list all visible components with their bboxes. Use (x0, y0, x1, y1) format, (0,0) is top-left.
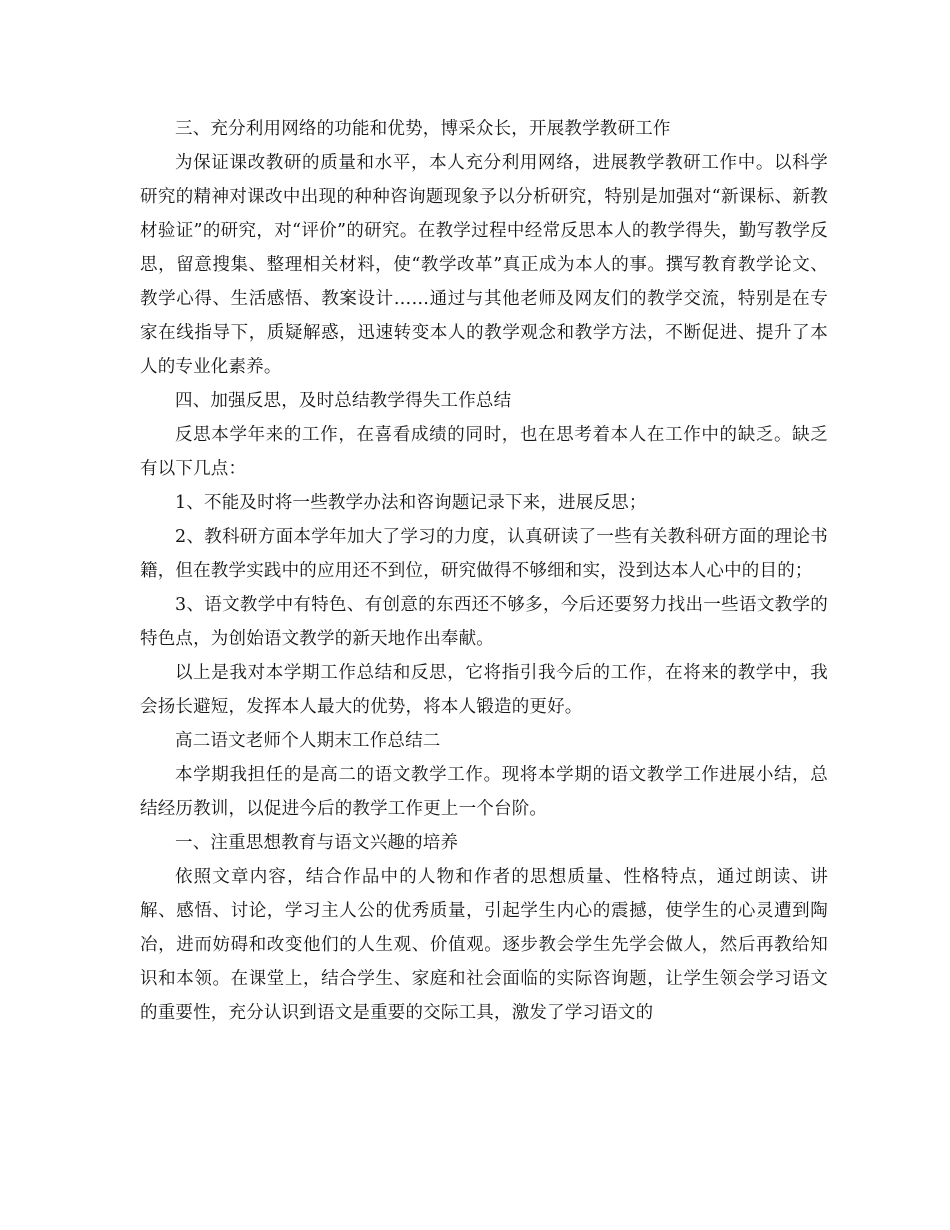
paragraph: 本学期我担任的是高二的语文教学工作。现将本学期的语文教学工作进展小结，总结经历教训，以促进今后的教学工作更上一个台阶。 (140, 765, 828, 819)
paragraph: 以上是我对本学期工作总结和反思，它将指引我今后的工作，在将来的教学中，我会扬长避短，发挥本人最大的优势，将本人锻造的更好。 (140, 663, 828, 717)
article-title-2: 高二语文老师个人期末工作总结二 (175, 731, 441, 751)
paragraph: 反思本学年来的工作，在喜看成绩的同时，也在思考着本人在工作中的缺乏。缺乏有以下几点： (140, 425, 828, 479)
list-item: 3、语文教学中有特色、有创意的东西还不够多，今后还要努力找出一些语文教学的特色点，为创始语文教学的新天地作出奉献。 (140, 595, 828, 649)
section-heading-4: 四、加强反思，及时总结教学得失工作总结 (175, 391, 512, 411)
list-item: 2、教科研方面本学年加大了学习的力度，认真研读了一些有关教科研方面的理论书籍，但在教学实践中的应用还不到位，研究做得不够细和实，没到达本人心中的目的； (140, 527, 828, 581)
list-item: 1、不能及时将一些教学办法和咨询题记录下来，进展反思； (175, 493, 647, 513)
paragraph: 为保证课改教研的质量和水平，本人充分利用网络，进展教学教研工作中。以科学研究的精神对课改中出现的种种咨询题现象予以分析研究，特别是加强对“新课标、新教材验证”的研究，对“评价”的研究。在教学过程中经常反思本人的教学得失，勤写教学反思，留意搜集、整理相关材料，使“教学改革”真正成为本人的事。撰写教育教学论文、教学心得、生活感悟、教案设计……通过与其他老师及网友们的教学交流，特别是在专家在线指导下，质疑解惑，迅速转变本人的教学观念和教学方法，不断促进、提升了本人的专业化素养。 (140, 153, 828, 377)
paragraph: 依照文章内容，结合作品中的人物和作者的思想质量、性格特点，通过朗读、讲解、感悟、讨论，学习主人公的优秀质量，引起学生内心的震撼，使学生的心灵遭到陶冶，进而妨碍和改变他们的人生观、价值观。逐步教会学生先学会做人，然后再教给知识和本领。在课堂上，结合学生、家庭和社会面临的实际咨询题，让学生领会学习语文的重要性，充分认识到语文是重要的交际工具，激发了学习语文的 (140, 867, 828, 1023)
section-heading-1: 一、注重思想教育与语文兴趣的培养 (175, 833, 459, 853)
document-page (140, 112, 828, 1030)
section-heading-3: 三、充分利用网络的功能和优势，博采众长，开展教学教研工作 (175, 119, 671, 139)
